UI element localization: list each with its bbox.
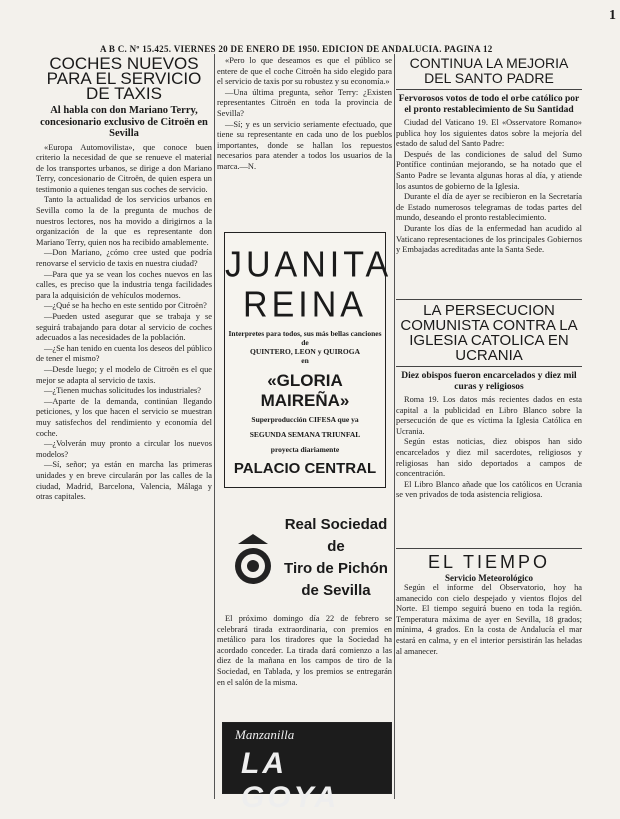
paragraph: Después de las condiciones de salud del Sumo Pontífice continúan mejorando, se ha notado que el Santo Padre se levanta algunas horas al día, y atiende los asuntos de gobierno de la Iglesia. xyxy=(396,149,582,191)
article-body-taxis xyxy=(36,143,212,503)
article-body-tiempo xyxy=(396,583,582,703)
divider xyxy=(396,299,582,300)
section-sub-tiempo: Servicio Meteorológico xyxy=(444,573,534,583)
paragraph: Ciudad del Vaticano 19. El «Osservatore Romano» publica hoy los siguientes datos sobre la mejoría del estado de salud del Santo Padre: xyxy=(396,118,582,149)
paragraph: —¿Se han tenido en cuenta los deseos del público de tener el mismo? xyxy=(36,343,212,364)
ad-tiro-pichon xyxy=(220,508,392,608)
paragraph: —Don Mariano, ¿cómo cree usted que podría renovarse el servicio de taxis en nuestra ciudad? xyxy=(36,248,212,269)
ad-line: proyecta diariamente xyxy=(270,445,340,454)
crest-icon xyxy=(230,530,276,590)
headline-taxis: COCHES NUEVOS PARA EL SERVICIO DE TAXIS xyxy=(46,56,202,103)
deck-taxis: Al habla con don Mariano Terry, concesionario exclusivo de Citroën en Sevilla xyxy=(40,105,208,139)
ad-line: SEGUNDA SEMANA TRIUNFAL xyxy=(249,430,361,439)
deck-santo-padre: Fervorosos votos de todo el orbe católico por el pronto restablecimiento de Su Santidad xyxy=(398,94,580,115)
article-body-continued xyxy=(217,56,392,173)
ad-line: en xyxy=(301,356,309,365)
headline-persecucion: LA PERSECUCION COMUNISTA CONTRA LA IGLESIA CATOLICA EN UCRANIA xyxy=(400,302,578,364)
headline-santo-padre: CONTINUA LA MEJORIA DEL SANTO PADRE xyxy=(409,56,569,86)
ad-juanita-reina xyxy=(224,232,393,488)
column-three xyxy=(396,56,582,801)
paragraph: —Pueden usted asegurar que se trabaja y se seguirá trabajando para dotar al servicio de coches adecuados a las necesidades de la población. xyxy=(36,312,212,343)
paragraph: —¿Volverán muy pronto a circular los nuevos modelos? xyxy=(36,439,212,459)
paragraph: Según el informe del Observatorio, hoy ha amanecido con cielo despejado y vientos flojos del Norte. El tiempo seguirá bueno en toda la región. Temperatura máxima de ayer en Sevilla, 18 grados; mínima, 4 grados. En la costa de Andalucía el mar estará en calma, y en el interior persistirán las heladas al amanecer. xyxy=(396,583,582,656)
deck-persecucion: Diez obispos fueron encarcelados y diez mil curas y religiosos xyxy=(401,371,577,392)
article-taxis xyxy=(36,56,212,801)
paragraph: —¿Tienen muchas solicitudes los industriales? xyxy=(44,386,201,396)
paragraph: —Sí, señor; ya están en marcha las primeras unidades y en breve circularán por las calles de la ciudad, Madrid, Barcelona, Valencia, Málaga y otras capitales. xyxy=(36,460,212,502)
paragraph: —Para que ya se vean los coches nuevos en las calles, es preciso que la industria tenga facilidades para la adquisición de vehículos modernos. xyxy=(36,269,212,300)
divider xyxy=(396,548,582,549)
ad-line: QUINTERO, LEON y QUIROGA xyxy=(249,347,360,356)
paragraph: El próximo domingo día 22 de febrero se celebrará tirada extraordinaria, con premios en metálico para los tiradores que la Sociedad ha acordado conceder. La tirada dará comienzo a las diez de la mañana en los campos de tiro de la Sociedad, en Tablada, y los premios se entregarán en el salón de la misma. xyxy=(217,614,392,687)
article-taxis-continued xyxy=(217,56,392,226)
divider xyxy=(396,89,582,90)
paragraph: Durante los días de la enfermedad han acudido al Vaticano representaciones de los principales Gobiernos y Embajadas acreditadas ante la Santa Sede. xyxy=(396,223,582,255)
ad-cinema-name: PALACIO CENTRAL xyxy=(233,460,377,477)
paragraph: —Aparte de la demanda, continúan llegando peticiones, y los que hacen el servicio se muestran muy satisfechos del rendimiento y economía del coche. xyxy=(36,396,212,438)
ad-tiro-line: de Sevilla xyxy=(301,582,371,599)
article-body-santo-padre xyxy=(396,118,582,296)
paragraph: Durante el día de ayer se recibieron en la Secretaría de Estado numerosos telegramas de todas partes del mundo, deseando el pronto restablecimiento. xyxy=(396,192,582,223)
paragraph: «Pero lo que deseamos es que el público se entere de que el coche Citroën ha sido elegido para el servicio de taxis por su robustez y su economía.» xyxy=(217,56,392,87)
article-body-persecucion xyxy=(396,395,582,545)
ad-line: Interpretes para todos, sus más bellas canciones de xyxy=(228,329,382,347)
ad-tiro-line: Tiro de Pichón xyxy=(284,560,388,577)
paragraph: —¿Qué se ha hecho en este sentido por Citroën? xyxy=(44,301,207,311)
section-title-tiempo: EL TIEMPO xyxy=(427,552,551,572)
tiro-notice-body xyxy=(217,614,392,688)
ad-tiro-line: Real Sociedad de xyxy=(284,516,388,555)
paragraph: «Europa Automovilista», que conoce buen criterio la necesidad de que se renueve el material de los transportes urbanos, se dirige a don Mariano Terry, concesionario de Citroën, de quien espera un testimonio a quienes tengan sus coches de servicio. xyxy=(36,142,212,194)
paragraph: El Libro Blanco añade que los católicos en Ucrania se ven privados de toda asistencia religiosa. xyxy=(396,479,582,500)
tiro-notice xyxy=(217,614,392,718)
paragraph: —Desde luego; y el modelo de Citroën es el que mejor se adapta al servicio de taxis. xyxy=(36,364,212,385)
ad-film-title: «GLORIA MAIREÑA» xyxy=(260,371,350,410)
ad-line: Superproducción CIFESA que ya xyxy=(251,415,359,424)
paragraph: —Sí; y es un servicio seriamente efectuado, que tiene su representante en cada uno de los pueblos importantes, donde se hallan los repuestos necesarios para atender a todos los usuarios de la marca.—N. xyxy=(217,119,392,171)
column-rule xyxy=(394,54,395,799)
ad-la-goya xyxy=(222,722,392,814)
page-number: 1 xyxy=(609,8,616,23)
column-rule xyxy=(214,54,215,799)
divider xyxy=(396,366,582,367)
paragraph: —Una última pregunta, señor Terry: ¿Existen representantes Citroën en toda la provincia de Sevilla? xyxy=(217,87,392,118)
page-header: A B C. Nº 15.425. VIERNES 20 DE ENERO DE 1950. EDICION DE ANDALUCIA. PAGINA 12 xyxy=(100,44,493,54)
paragraph: Según estas noticias, diez obispos han sido encarcelados y diez mil sacerdotes, religiosos y religiosas han sido deportados a campos de concentración. xyxy=(396,437,582,479)
ad-star-name: JUANITA REINA xyxy=(225,245,393,325)
paragraph: Tanto la actualidad de los servicios urbanos en Sevilla como la de la pregunta de muchos de nuestros lectores, nos ha movido a dirigirnos a la organización de la que es representante don Mariano Terry, quien nos ha recibido amablemente. xyxy=(36,195,212,247)
ad-goya-brand: LA GOYA xyxy=(241,747,340,814)
paragraph: Roma 19. Los datos más recientes dados en esta capital a la publicidad en Libro Blanco sobre la persecución de que es víctima la Iglesia Católica en Ucrania. xyxy=(396,395,582,436)
ad-tiro-title xyxy=(282,514,390,602)
ad-goya-sub: Manzanilla xyxy=(235,727,295,742)
